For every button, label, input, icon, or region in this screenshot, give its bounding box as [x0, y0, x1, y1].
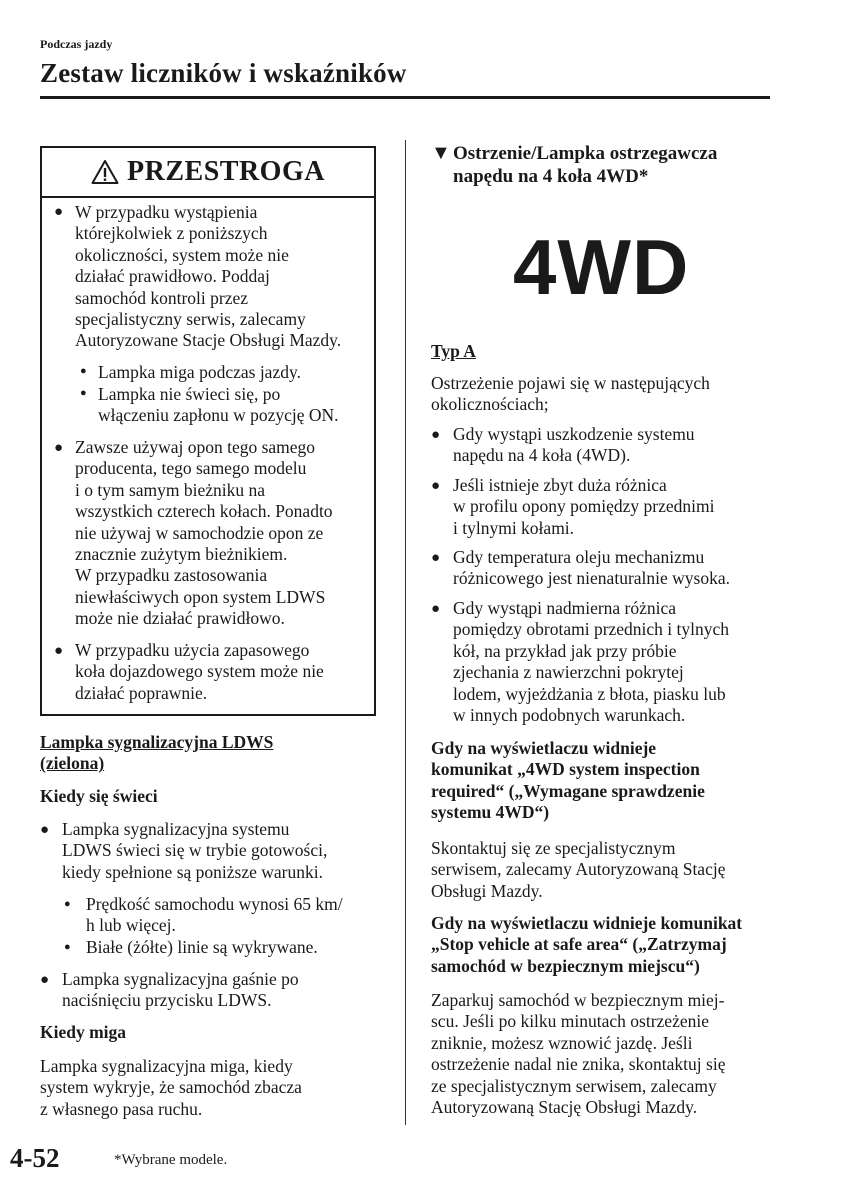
wd4-bullet-2: [453, 475, 714, 539]
text-line: zjechania z nawierzchni pokrytej: [453, 662, 684, 683]
page-number: 4-52: [10, 1143, 60, 1173]
text-line: W przypadku użycia zapasowego: [75, 640, 310, 660]
caution-bullet-2: [75, 437, 333, 630]
wd4-message-1-heading: [431, 738, 705, 824]
text-line: Gdy na wyświetlaczu widnieje komunikat: [431, 913, 743, 933]
text-line: ze specjalistycznym serwisem, zalecamy: [431, 1075, 717, 1096]
text-line: „Stop vehicle at safe area“ („Zatrzymaj: [431, 934, 727, 955]
bullet-mark: ●: [431, 478, 441, 494]
text-line: required“ („Wymagane sprawdzenie: [431, 780, 705, 801]
ldws-sub-bullet-1: [86, 894, 343, 937]
text-line: Jeśli istnieje zbyt duża różnica: [453, 475, 667, 495]
sub-bullet-mark: ●: [80, 365, 87, 377]
bullet-mark: ●: [431, 601, 441, 617]
text-line: może nie działać prawidłowo.: [75, 608, 285, 629]
text-line: i o tym samym bieżniku na: [75, 479, 266, 500]
text-line: niewłaściwych opon system LDWS: [75, 586, 326, 607]
ldws-sub-bullet-2: [86, 937, 318, 958]
text-line: komunikat „4WD system inspection: [431, 759, 700, 780]
sub-bullet-mark: ●: [64, 898, 71, 910]
bullet-mark: ●: [54, 643, 64, 659]
text-line: nie używaj w samochodzie opon ze: [75, 522, 324, 543]
wd4-message-2-heading: [431, 913, 742, 977]
text-line: pomiędzy obrotami przednich i tylnych: [453, 619, 730, 640]
caution-sub-bullet-1: [98, 362, 301, 383]
text-line: lodem, wyjeżdżania z błota, piasku lub: [453, 683, 726, 704]
wd4-bullet-3: [453, 547, 730, 590]
wd4-message-1-text: [431, 838, 725, 902]
wd4-warning-symbol: 4WD: [513, 223, 690, 311]
text-line: producenta, tego samego modelu: [75, 458, 307, 479]
column-divider: [405, 140, 406, 1125]
text-line: Gdy wystąpi nadmierna różnica: [453, 598, 677, 618]
text-line: Zawsze używaj opon tego samego: [75, 437, 316, 457]
sub-bullet-mark: ●: [80, 387, 87, 399]
text-line: Lampka sygnalizacyjna systemu: [62, 819, 290, 839]
text-line: koła dojazdowego system może nie: [75, 661, 324, 682]
text-line: z własnego pasa ruchu.: [40, 1098, 203, 1119]
ldws-blink-text: [40, 1056, 302, 1120]
bullet-mark: ●: [40, 972, 50, 988]
text-line: okolicznościach;: [431, 394, 549, 415]
text-line: Ostrzenie/Lampka ostrzegawcza: [453, 143, 718, 164]
caution-bullet-1: [75, 202, 341, 352]
text-line: ostrzeżenie nadal nie znika, skontaktuj się: [431, 1054, 726, 1075]
warning-triangle-icon: [91, 159, 119, 185]
text-line: system wykryje, że samochód zbacza: [40, 1077, 302, 1098]
text-line: h lub więcej.: [86, 915, 176, 936]
text-line: zniknie, możesz wznowić jazdę. Jeśli: [431, 1032, 693, 1053]
text-line: działać poprawnie.: [75, 682, 208, 703]
text-line: w innych podobnych warunkach.: [453, 705, 686, 726]
text-line: Białe (żółte) linie są wykrywane.: [86, 937, 318, 957]
wd4-type-label: Typ A: [431, 341, 476, 361]
sub-bullet-mark: ●: [64, 941, 71, 953]
text-line: Zaparkuj samochód w bezpiecznym miej-: [431, 990, 725, 1010]
wd4-heading: [453, 142, 717, 188]
section-marker: ▼: [431, 142, 451, 164]
text-line: Lampka sygnalizacyjna miga, kiedy: [40, 1056, 293, 1076]
text-line: Obsługi Mazdy.: [431, 880, 543, 901]
text-line: działać prawidłowo. Poddaj: [75, 266, 270, 287]
section-label: Podczas jazdy: [40, 37, 113, 51]
bullet-mark: ●: [54, 204, 64, 220]
bullet-mark: ●: [40, 822, 50, 838]
ldws-bullet-1: [62, 819, 327, 883]
bullet-mark: ●: [54, 440, 64, 456]
text-line: Ostrzeżenie pojawi się w następujących: [431, 373, 710, 393]
text-line: scu. Jeśli po kilku minutach ostrzeżenie: [431, 1011, 709, 1032]
ldws-heading: [40, 732, 273, 775]
text-line: którejkolwiek z poniższych: [75, 223, 268, 244]
text-line: napędu na 4 koła 4WD*: [453, 166, 649, 187]
wd4-message-2-text: [431, 990, 725, 1118]
text-line: Autoryzowane Stacje Obsługi Mazdy.: [75, 330, 342, 351]
text-line: naciśnięciu przycisku LDWS.: [62, 990, 272, 1011]
caution-header: [42, 148, 374, 198]
text-line: Gdy na wyświetlaczu widnieje: [431, 738, 657, 758]
bullet-mark: ●: [431, 427, 441, 443]
text-line: różnicowego jest nienaturalnie wysoka.: [453, 568, 730, 589]
wd4-bullet-4: [453, 598, 729, 726]
text-line: serwisem, zalecamy Autoryzowaną Stację: [431, 859, 726, 880]
text-line: Autoryzowaną Stację Obsługi Mazdy.: [431, 1097, 698, 1118]
text-line: Prędkość samochodu wynosi 65 km/: [86, 894, 343, 914]
text-line: w profilu opony pomiędzy przednimi: [453, 496, 715, 517]
text-line: samochód kontroli przez: [75, 287, 249, 308]
title-rule: [40, 96, 770, 99]
text-line: (zielona): [40, 753, 105, 774]
text-line: W przypadku zastosowania: [75, 565, 268, 586]
caution-sub-bullet-2: [98, 384, 339, 427]
footnote: *Wybrane modele.: [114, 1152, 228, 1168]
text-line: Lampka miga podczas jazdy.: [98, 362, 301, 382]
text-line: Gdy wystąpi uszkodzenie systemu: [453, 424, 695, 444]
text-line: wszystkich czterech kołach. Ponadto: [75, 501, 333, 522]
ldws-bullet-2: [62, 969, 299, 1012]
text-line: Lampka sygnalizacyjna gaśnie po: [62, 969, 299, 989]
text-line: Skontaktuj się ze specjalistycznym: [431, 838, 676, 858]
text-line: kiedy spełnione są poniższe warunki.: [62, 861, 323, 882]
page-title: Zestaw liczników i wskaźników: [40, 58, 407, 88]
wd4-intro: [431, 373, 710, 416]
text-line: napędu na 4 koła (4WD).: [453, 445, 631, 466]
text-line: Lampka nie świeci się, po: [98, 384, 281, 404]
text-line: okoliczności, system może nie: [75, 244, 289, 265]
text-line: W przypadku wystąpienia: [75, 202, 258, 222]
text-line: i tylnymi kołami.: [453, 517, 575, 538]
caution-title: PRZESTROGA: [127, 156, 325, 187]
text-line: Gdy temperatura oleju mechanizmu: [453, 547, 705, 567]
ldws-when-blink-heading: Kiedy miga: [40, 1022, 127, 1042]
text-line: samochód w bezpiecznym miejscu“): [431, 955, 700, 976]
text-line: włączeniu zapłonu w pozycję ON.: [98, 405, 339, 426]
text-line: znacznie zużytym bieżnikiem.: [75, 544, 288, 565]
wd4-bullet-1: [453, 424, 695, 467]
text-line: Lampka sygnalizacyjna LDWS: [40, 732, 274, 752]
text-line: LDWS świeci się w trybie gotowości,: [62, 840, 328, 861]
ldws-when-on-heading: Kiedy się świeci: [40, 786, 158, 806]
bullet-mark: ●: [431, 550, 441, 566]
text-line: specjalistyczny serwis, zalecamy: [75, 309, 306, 330]
text-line: systemu 4WD“): [431, 802, 550, 823]
caution-bullet-3: [75, 640, 324, 704]
text-line: kół, na przykład jak przy próbie: [453, 640, 677, 661]
